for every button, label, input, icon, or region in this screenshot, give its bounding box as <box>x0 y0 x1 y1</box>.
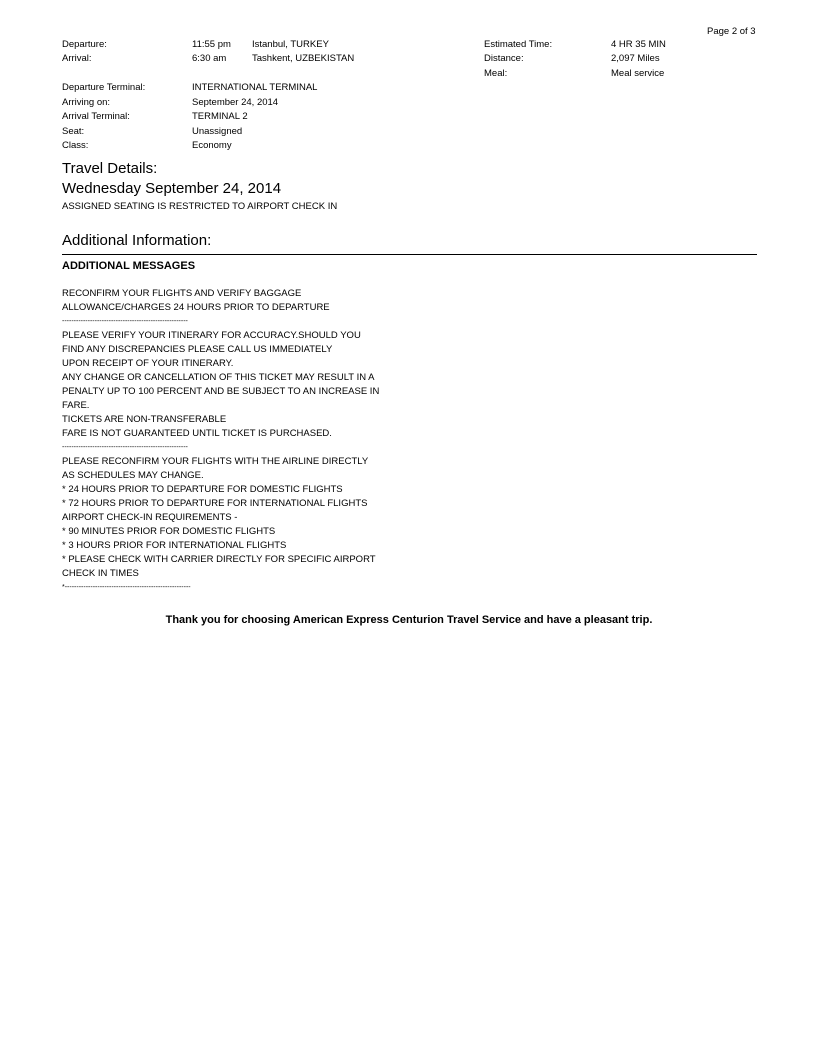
arriving-on-value: September 24, 2014 <box>192 97 279 108</box>
message-line: FIND ANY DISCREPANCIES PLEASE CALL US IMMEDIATELY <box>62 344 333 355</box>
message-line: * 24 HOURS PRIOR TO DEPARTURE FOR DOMESTIC FLIGHTS <box>62 484 343 495</box>
message-line: FARE. <box>62 400 90 411</box>
estimated-time-value: 4 HR 35 MIN <box>611 39 666 50</box>
distance-label: Distance: <box>484 53 524 64</box>
seat-label: Seat: <box>62 126 85 137</box>
arrival-label: Arrival: <box>62 53 92 64</box>
seating-note: ASSIGNED SEATING IS RESTRICTED TO AIRPORT CHECK IN <box>62 201 338 212</box>
meal-label: Meal: <box>484 68 508 79</box>
class-label: Class: <box>62 140 89 151</box>
additional-info-heading: Additional Information: <box>62 232 212 249</box>
travel-details-date: Wednesday September 24, 2014 <box>62 180 282 197</box>
estimated-time-label: Estimated Time: <box>484 39 553 50</box>
travel-details-heading: Travel Details: <box>62 160 158 177</box>
message-line: * PLEASE CHECK WITH CARRIER DIRECTLY FOR SPECIFIC AIRPORT <box>62 554 376 565</box>
seat-value: Unassigned <box>192 126 243 137</box>
message-line: PENALTY UP TO 100 PERCENT AND BE SUBJECT TO AN INCREASE IN <box>62 386 380 397</box>
departure-terminal-value: INTERNATIONAL TERMINAL <box>192 82 318 93</box>
arrival-terminal-value: TERMINAL 2 <box>192 111 248 122</box>
arrival-terminal-label: Arrival Terminal: <box>62 111 130 122</box>
message-line: * 90 MINUTES PRIOR FOR DOMESTIC FLIGHTS <box>62 526 276 537</box>
message-line: ------------------------------------------------------ <box>62 444 188 451</box>
message-line: CHECK IN TIMES <box>62 568 139 579</box>
message-line: TICKETS ARE NON-TRANSFERABLE <box>62 414 227 425</box>
departure-city: Istanbul, TURKEY <box>252 39 329 50</box>
message-line: ------------------------------------------------------ <box>62 318 188 325</box>
distance-value: 2,097 Miles <box>611 53 660 64</box>
message-line: AS SCHEDULES MAY CHANGE. <box>62 470 204 481</box>
message-line: FARE IS NOT GUARANTEED UNTIL TICKET IS PURCHASED. <box>62 428 332 439</box>
class-value: Economy <box>192 140 232 151</box>
message-line: RECONFIRM YOUR FLIGHTS AND VERIFY BAGGAGE <box>62 288 302 299</box>
message-line: PLEASE VERIFY YOUR ITINERARY FOR ACCURACY.SHOULD YOU <box>62 330 361 341</box>
message-line: ANY CHANGE OR CANCELLATION OF THIS TICKET MAY RESULT IN A <box>62 372 375 383</box>
section-divider <box>62 254 757 255</box>
arriving-on-label: Arriving on: <box>62 97 111 108</box>
message-line: * 72 HOURS PRIOR TO DEPARTURE FOR INTERNATIONAL FLIGHTS <box>62 498 368 509</box>
arrival-time: 6:30 am <box>192 53 227 64</box>
additional-messages-heading: ADDITIONAL MESSAGES <box>62 260 196 272</box>
meal-value: Meal service <box>611 68 665 79</box>
message-line: * 3 HOURS PRIOR FOR INTERNATIONAL FLIGHTS <box>62 540 287 551</box>
message-line: AIRPORT CHECK-IN REQUIREMENTS - <box>62 512 238 523</box>
departure-terminal-label: Departure Terminal: <box>62 82 146 93</box>
page-number: Page 2 of 3 <box>707 26 756 37</box>
additional-messages-body <box>62 287 482 595</box>
departure-label: Departure: <box>62 39 107 50</box>
departure-time: 11:55 pm <box>192 39 231 50</box>
arrival-city: Tashkent, UZBEKISTAN <box>252 53 355 64</box>
message-line: ALLOWANCE/CHARGES 24 HOURS PRIOR TO DEPARTURE <box>62 302 330 313</box>
message-line: *------------------------------------------------------ <box>62 584 191 591</box>
thank-you-message: Thank you for choosing American Express Centurion Travel Service and have a pleasant trip. <box>165 614 653 626</box>
message-line: PLEASE RECONFIRM YOUR FLIGHTS WITH THE AIRLINE DIRECTLY <box>62 456 369 467</box>
message-line: UPON RECEIPT OF YOUR ITINERARY. <box>62 358 234 369</box>
